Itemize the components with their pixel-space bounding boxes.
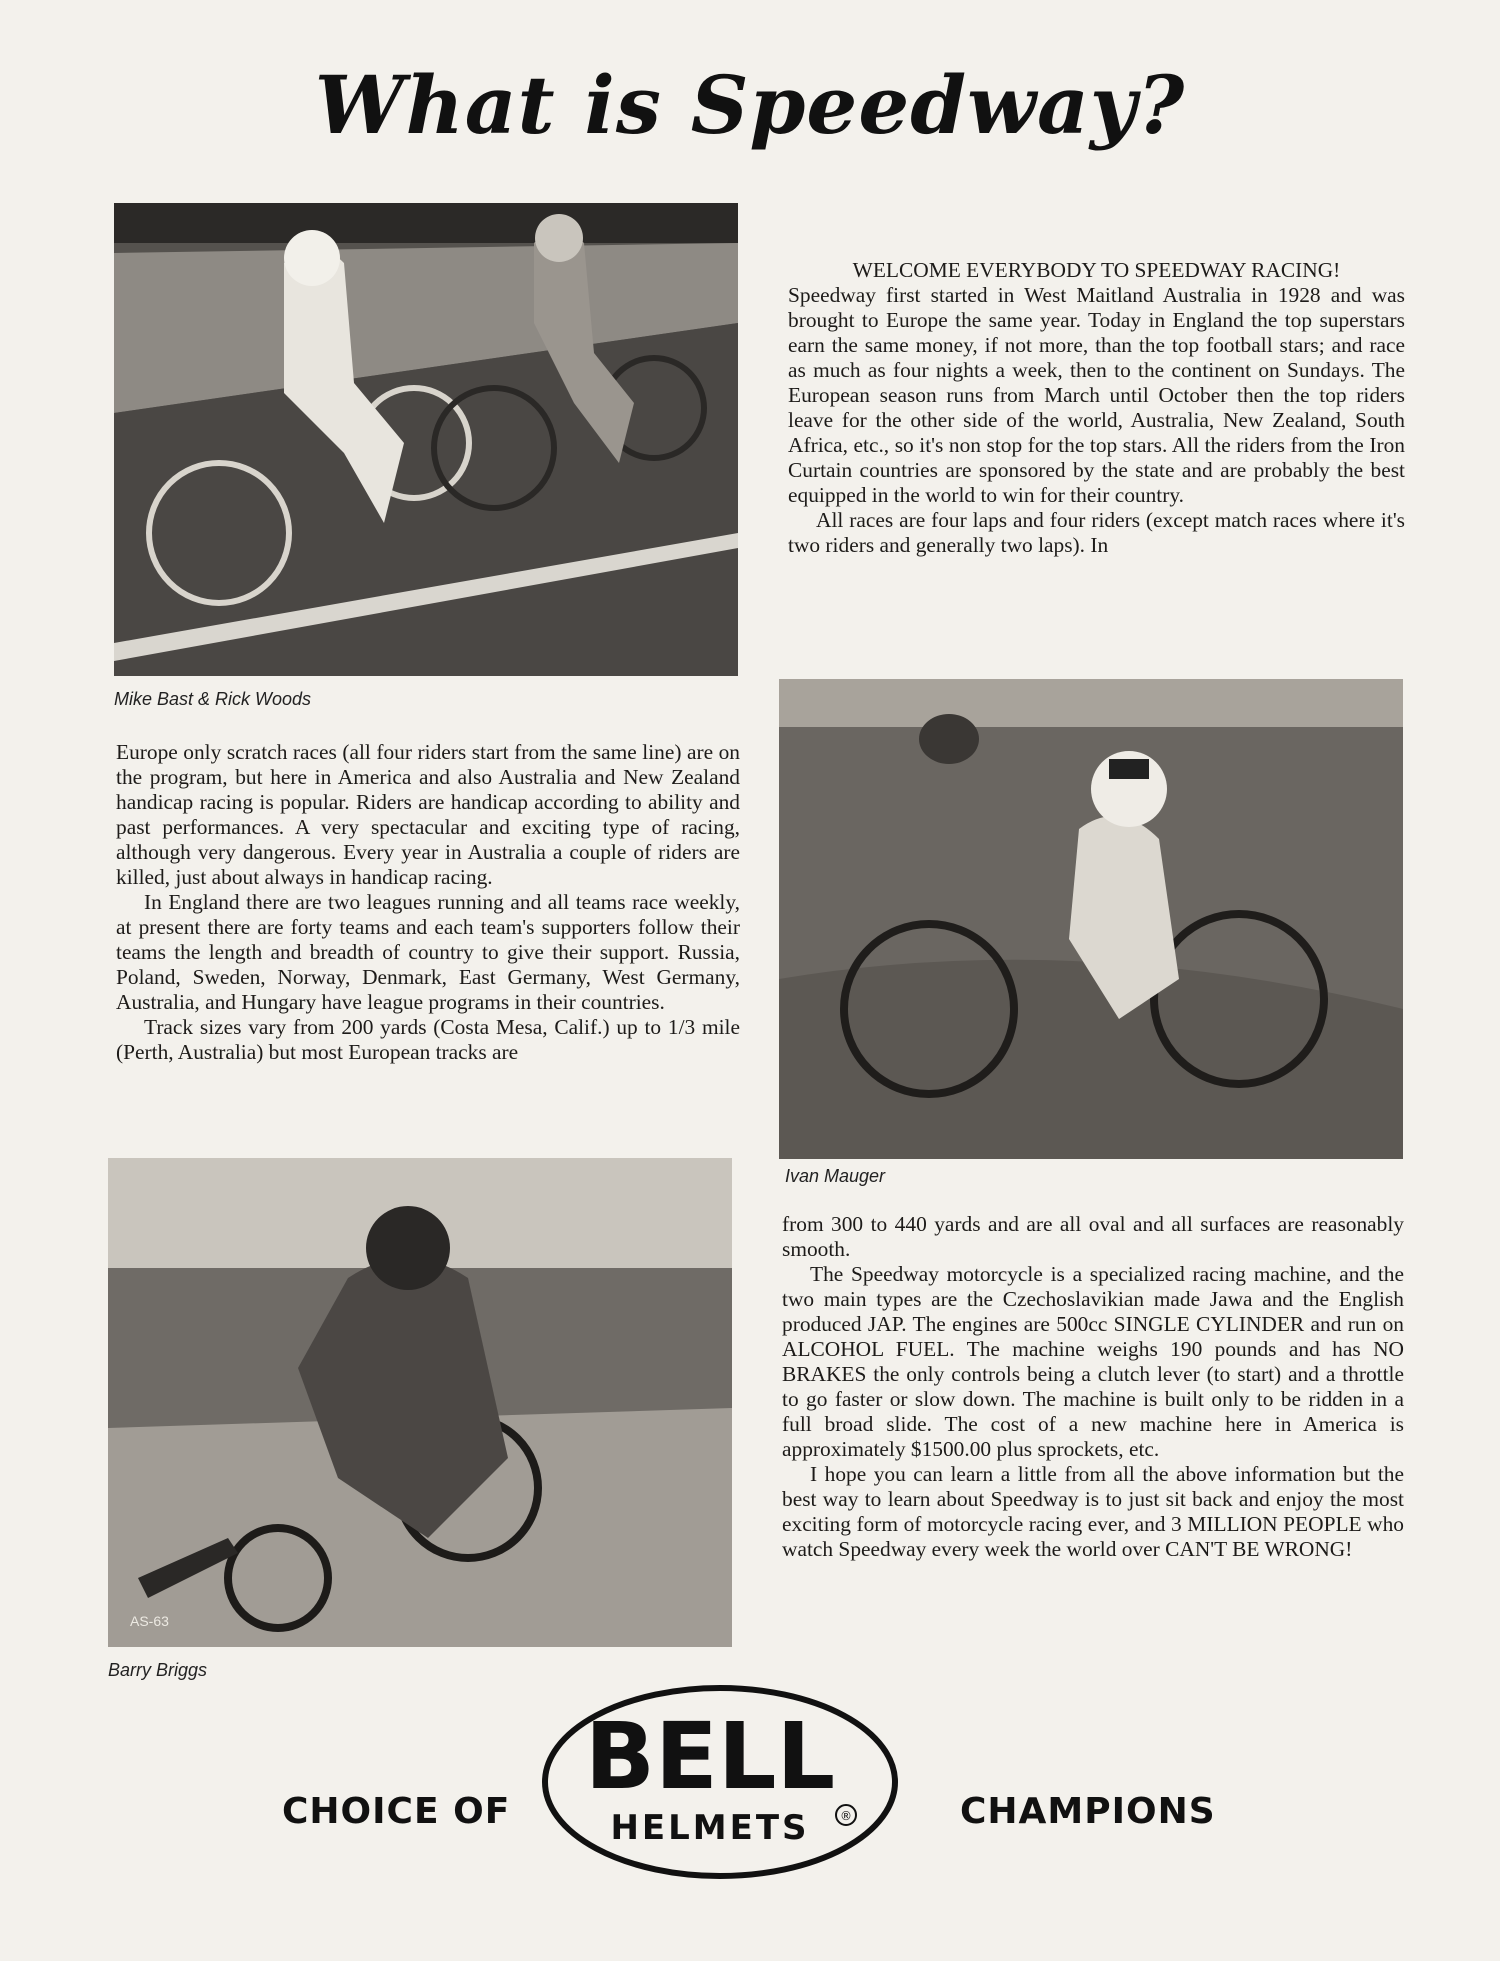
photo-1-image	[114, 203, 738, 676]
photo-3-image	[108, 1158, 732, 1647]
registered-mark: ®	[840, 1809, 852, 1823]
photo-barry-briggs	[108, 1158, 732, 1647]
ad-tagline-left: CHOICE OF	[282, 1791, 511, 1832]
page-title: What is Speedway?	[314, 58, 1186, 152]
photo-2-image	[779, 679, 1403, 1159]
article-paragraph: Europe only scratch races (all four riders start from the same line) are on the program, but here in America and also Australia and New Zealand handicap racing is popular. Riders are handicap according to ability and past performances. A very spectacular and exciting type of racing, although very dangerous. Every year in Australia a couple of riders are killed, just about always in handicap racing.	[116, 740, 740, 889]
article-paragraph: from 300 to 440 yards and are all oval and all surfaces are reasonably smooth.	[782, 1212, 1404, 1261]
photo-caption: Ivan Mauger	[785, 1166, 886, 1186]
photo-caption: Mike Bast & Rick Woods	[114, 689, 312, 709]
photo-ivan-mauger	[779, 679, 1403, 1159]
article-column-middle-left	[116, 740, 740, 1065]
ad-tagline-right: CHAMPIONS	[960, 1791, 1216, 1832]
helmets-logo-text: HELMETS	[610, 1808, 810, 1848]
article-paragraph: I hope you can learn a little from all the above information but the best way to learn about Speedway is to just sit back and enjoy the most exciting form of motorcycle racing ever, and 3 MILLION PEOPLE who watch Speedway every week the world over CAN'T BE WRONG!	[782, 1462, 1404, 1561]
article-heading: WELCOME EVERYBODY TO SPEEDWAY RACING!	[852, 258, 1341, 282]
photo-mark: AS-63	[130, 1613, 169, 1629]
photo-mike-bast-rick-woods	[114, 203, 738, 676]
photo-caption: Barry Briggs	[108, 1660, 208, 1680]
bell-helmets-logo	[540, 1683, 900, 1881]
article-paragraph: In England there are two leagues running and all teams race weekly, at present there are forty teams and each team's supporters follow their teams the length and breadth of country to give their support. Russia, Poland, Sweden, Norway, Denmark, East Germany, West Germany, Australia, and Hungary have league programs in their countries.	[116, 890, 740, 1014]
bell-logo-text: BELL	[584, 1703, 836, 1810]
article-paragraph: All races are four laps and four riders (except match races where it's two riders and generally two laps). In	[788, 508, 1405, 557]
article-column-top-right	[788, 258, 1405, 558]
article-column-bottom-right	[782, 1212, 1404, 1562]
article-paragraph: The Speedway motorcycle is a specialized racing machine, and the two main types are the Czechoslavikian made Jawa and the English produced JAP. The engines are 500cc SINGLE CYLINDER and run on ALCOHOL FUEL. The machine weighs 190 pounds and has NO BRAKES the only controls being a clutch lever (to start) and a throttle to go faster or slow down. The machine is built only to be ridden in a full broad slide. The cost of a new machine here in America is approximately $1500.00 plus sprockets, etc.	[782, 1262, 1404, 1461]
article-paragraph: Speedway first started in West Maitland Australia in 1928 and was brought to Europe the same year. Today in England the top superstars earn the same money, if not more, than the top football stars; and race as much as four nights a week, then to the continent on Sundays. The European season runs from March until October then the top riders leave for the other side of the world, Australia, New Zealand, South Africa, etc., so it's non stop for the top stars. All the riders from the Iron Curtain countries are sponsored by the state and are probably the best equipped in the world to win for their country.	[788, 283, 1405, 507]
article-paragraph: Track sizes vary from 200 yards (Costa Mesa, Calif.) up to 1/3 mile (Perth, Australia) but most European tracks are	[116, 1015, 740, 1064]
